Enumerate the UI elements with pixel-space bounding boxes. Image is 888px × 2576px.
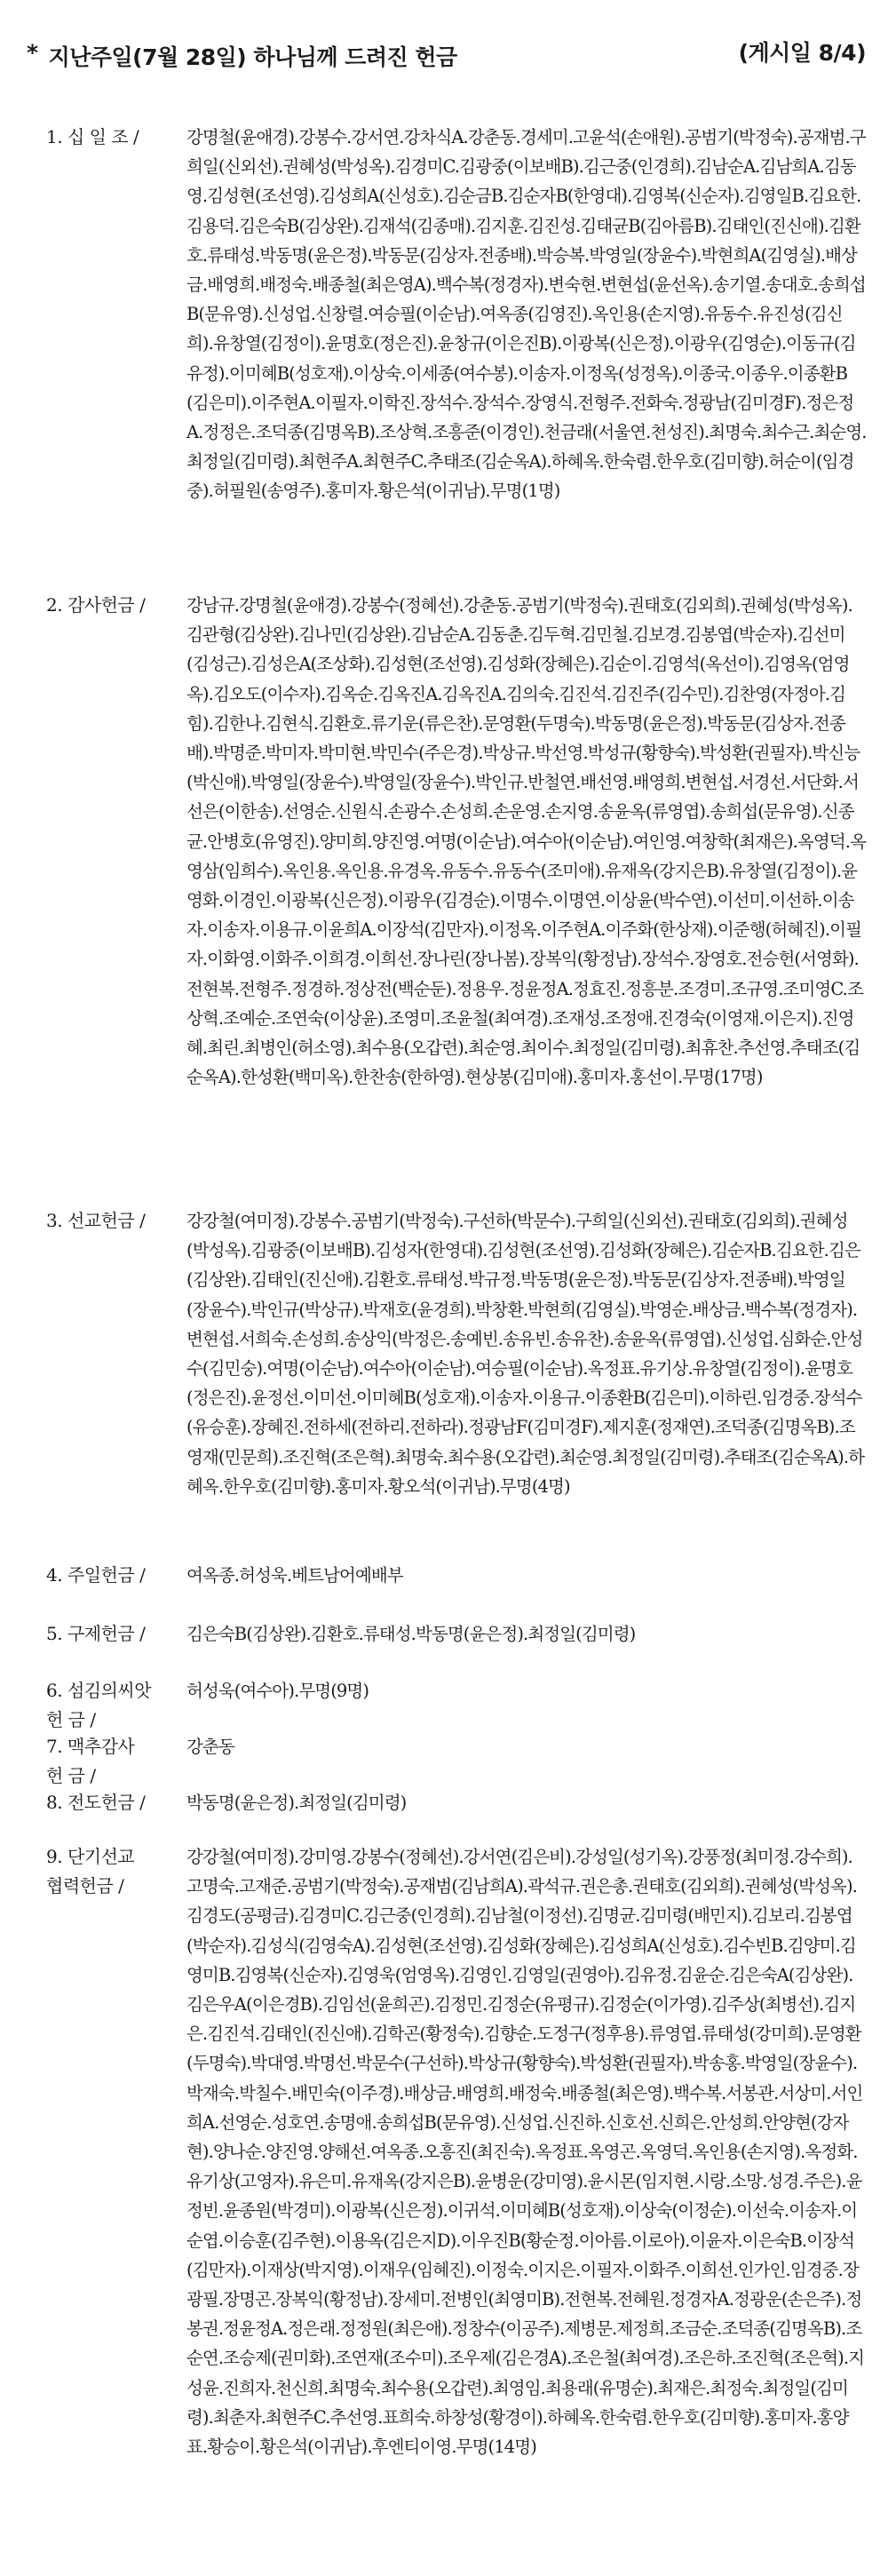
section-short-term-mission bbox=[46, 1842, 867, 2461]
section-label: 6. 섬김의씨앗 헌 금 / bbox=[46, 1680, 152, 1730]
section-thanksgiving bbox=[46, 591, 867, 1092]
section-sunday bbox=[46, 1561, 867, 1590]
donor-list: 강강철(여미정).강봉수.공범기(박정숙).구선하(박문수).구희일(신외선).권태호(김외희).권혜성(박성옥).김광중(이보배B).김성자(한영대).김성현(조선영).김성화(장혜은).김순자B.김요한.김은(김상완).김태인(진신애).김환호.류태성.박규정.박동명(윤은정).박동문(김상자.전종배).박영일(장윤수).박인규(박상규).박재호(윤경희).박창환.박현희(김영실).박영순.배상금.백수복(정경자).변현섭.서희숙.손성희.송상익(박정은.송예빈.송유빈.송유찬).송윤옥(류영엽).신성업.심화순.안성수(김민숭).여명(이순남).여수아(이순남).여승필(이순남).옥정표.유기상.유창열(김정이).윤명호(정은진).윤정선.이미선.이미혜B(성호재).이송자.이용규.이종환B(김은미).이하린.임경중.장석수(유승훈).장혜진.전하세(전하리.전하라).정광남F(김미경F).제지훈(정재연).조덕종(김명옥B).조영재(민문희).조진혁(조은혁).최명숙.최수용(오갑련).최순영.최정일(김미령).추태조(김순옥A).하혜옥.한우호(김미향).홍미자.황오석(이귀남).무명(4명) bbox=[186, 1211, 865, 1497]
section-label: 9. 단기선교 협력헌금 / bbox=[46, 1846, 135, 1896]
section-label: 7. 맥추감사 헌 금 / bbox=[46, 1736, 135, 1786]
section-label: 3. 선교헌금 / bbox=[46, 1210, 146, 1231]
bullet-mark: * bbox=[27, 40, 38, 66]
section-label: 4. 주일헌금 / bbox=[46, 1564, 146, 1586]
donor-list: 김은숙B(김상완).김환호.류태성.박동명(윤은정).최정일(김미령) bbox=[186, 1624, 636, 1644]
section-label: 5. 구제헌금 / bbox=[46, 1623, 146, 1644]
header-title-group bbox=[27, 40, 457, 72]
section-label: 1. 십 일 조 / bbox=[46, 126, 139, 147]
section-mission bbox=[46, 1206, 867, 1501]
donor-list: 강명철(윤애경).강봉수.강서연.강차식A.강춘동.경세미.고윤석(손애원).공범기(박정숙).공재범.구희일(신외선).권혜성(박성옥).김경미C.김광중(이보배B).김근중(인경희).김남순A.김남희A.김동영.김성현(조선영).김성희A(신성호).김순금B.김순자B(한영대).김영복(신순자).김영일B.김요한.김용덕.김은숙B(김상완).김재석(김종매).김지훈.김진성.김태균B(김아름B).김태인(진신애).김환호.류태성.박동명(윤은정).박동문(김상자.전종배).박승복.박영일(장윤수).박현희A(김영실).배상금.배영희.배정숙.배종철(최은영A).백수복(정경자).변숙현.변현섭(윤선옥).송기열.송대호.송희섭B(문유영).신성업.신창렬.여승필(이순남).여옥종(김영진).옥인용(손지영).유동수.유진성(김신희).유창열(김정이).윤명호(정은진).윤창규(이은진B).이광복(신은정).이광우(김영순).이동규(김유정).이미혜B(성호재).이상숙.이세종(여수봉).이송자.이정옥(성정옥).이종국.이종우.이종환B(김은미).이주현A.이필자.이학진.장석수.장석수.장영식.전형주.전화숙.정광남(김미경F).정은정A.정정은.조덕종(김명옥B).조상혁.조흥준(이경인).천금래(서울연.천성진).최명숙.최수근.최순영.최정일(김미령).최현주A.최현주C.추태조(김순옥A).하혜옥.한숙렴.한우호(김미향).허순이(임경중).허필원(송영주).홍미자.황은석(이귀남).무명(1명) bbox=[186, 127, 867, 502]
donor-list: 허성욱(여수아).무명(9명) bbox=[186, 1681, 369, 1701]
section-label: 8. 전도헌금 / bbox=[46, 1792, 146, 1813]
section-label: 2. 감사헌금 / bbox=[46, 594, 146, 616]
section-tithe bbox=[46, 123, 867, 506]
donor-list: 여옥종.허성욱.베트남어예배부 bbox=[186, 1565, 403, 1586]
page-title: 지난주일(7월 28일) 하나님께 드려진 헌금 bbox=[48, 44, 457, 70]
donor-list: 박동명(윤은정).최정일(김미령) bbox=[186, 1793, 407, 1813]
section-harvest-thanks bbox=[46, 1732, 867, 1791]
donor-list: 강강철(여미정).강미영.강봉수(정혜선).강서연(김은비).강성일(성기옥).강풍정(최미정.강수희).고명숙.고재준.공범기(박정숙).공재범(김남희A).곽석규.권은총.권태호(김외희).권혜성(박성옥).김경도(공평금).김경미C.김근중(인경희).김남철(이정선).김명균.김미령(배민지).김보리.김봉엽(박순자).김성식(김영숙A).김성현(조선영).김성화(장혜은).김성희A(신성호).김수빈B.김양미.김영미B.김영복(신순자).김영욱(엄영옥).김영인.김영일(권영아).김유정.김윤순.김은숙A(김상완).김은우A(이은경B).김임선(윤희곤).김정민.김정순(유평규).김정순(이가영).김주상(최병선).김지은.김진석.김태인(진신애).김학곤(황정숙).김향순.도정구(정후용).류영엽.류태성(강미희).문영환(두명숙).박대영.박명선.박문수(구선하).박상규(황향숙).박성환(권필자).박송홍.박영일(장윤수).박재숙.박칠수.배민숙(이주경).배상금.배영희.배정숙.배종철(최은영).백수복.서봉관.서상미.서인희A.선영순.성호연.송명애.송희섭B(문유영).신성업.신진하.신호선.신희은.안성희.안양현(강자현).양나순.양진영.양해선.여옥종.오흥진(최진숙).옥정표.옥영곤.옥영덕.옥인용(손지영).옥정화.유기상(고영자).유은미.유재옥(강지은B).윤병운(강미영).윤시몬(임지현.시랑.소망.성경.주은).윤정빈.윤종원(박경미).이광복(신은정).이귀석.이미혜B(성호재).이상숙(이정순).이선숙.이송자.이순엽.이승훈(김주현).이용옥(김은지D).이우진B(황순정.이아름.이로아).이윤자.이은숙B.이장석(김만자).이재상(박지영).이재우(임혜진).이정숙.이지은.이필자.이화주.이희선.인가인.임경중.장광필.장명곤.장복익(황정남).장세미.전병인(최영미B).전현복.전혜원.정경자A.정광운(손은주).정봉권.정윤정A.정은래.정정원(최은애).정창수(이공주).제병문.제정희.조금순.조덕종(김명옥B).조순연.조승제(권미화).조연재(조수미).조우제(김은경A).조은철(최여경).조은하.조진혁(조은혁).지성윤.진희자.천신희.최명숙.최수용(오갑련).최영임.최용래(유명순).최재은.최정숙.최정일(김미령).최춘자.최현주C.추선영.표희숙.하창성(황경이).하혜옥.한숙렴.한우호(김미향).홍미자.홍양표.황승이.황은석(이귀남).후엔티이영.무명(14명) bbox=[186, 1847, 865, 2458]
posting-date: (게시일 8/4) bbox=[738, 40, 866, 66]
donor-list: 강춘동 bbox=[186, 1737, 234, 1757]
section-relief bbox=[46, 1619, 867, 1649]
donor-list: 강남규.강명철(윤애경).강봉수(정혜선).강춘동.공범기(박정숙).권태호(김외희).권혜성(박성옥).김관형(김상완).김나민(김상완).김남순A.김동춘.김두혁.김민철.김보경.김봉엽(박순자).김선미(김성근).김성은A(조상화).김성현(조선영).김성화(장혜은).김순이.김영석(옥선이).김영옥(엄영옥).김오도(이수자).김옥순.김옥진A.김옥진A.김의숙.김진석.김진주(김수민).김찬영(자정아.김힘).김한나.김현식.김환호.류기운(류은찬).문영환(두명숙).박동명(윤은정).박동문(김상자.전종배).박명준.박미자.박미현.박민수(주은경).박상규.박선영.박성규(황향숙).박성환(권필자).박신능(박신애).박영일(장윤수).박영일(장윤수).박인규.반철연.배선영.배영희.변현섭.서경선.서단화.서선은(이한송).선영순.신원식.손광수.손성희.손운영.손지영.송윤옥(류영엽).송희섭(문유영).신종균.안병호(유영진).양미희.양진영.여명(이순남).여수아(이순남).여인영.여창학(최재은).옥영덕.옥영삼(임희수).옥인용.옥인용.유경옥.유동수.유동수(조미애).유재옥(강지은B).유창열(김정이).윤영화.이경인.이광복(신은정).이광우(김경순).이명수.이명연.이상윤(박수연).이선미.이선하.이송자.이송자.이용규.이윤희A.이장석(김만자).이정옥.이주현A.이주화(한상재).이준행(허혜진).이필자.이화영.이화주.이희경.이희선.장나린(장나봄).장복익(황정남).장석수.장영호.전승헌(서영화).전현복.전형주.정경하.정상전(백순둔).정용우.정윤정A.정효진.정흥분.조경미.조규영.조미영C.조상혁.조예순.조연숙(이상윤).조영미.조윤철(최여경).조재성.조정애.진경숙(이영재.이은지).진영혜.최린.최병인(허소영).최수용(오갑련).최순영.최이수.최정일(김미령).최휴찬.추선영.추태조(김순옥A).한성환(백미옥).한찬송(한하영).현상봉(김미애).홍미자.홍선이.무명(17명) bbox=[186, 595, 867, 1088]
bulletin-header bbox=[27, 36, 866, 72]
section-evangelism bbox=[46, 1788, 867, 1817]
section-serving-seed bbox=[46, 1676, 867, 1735]
